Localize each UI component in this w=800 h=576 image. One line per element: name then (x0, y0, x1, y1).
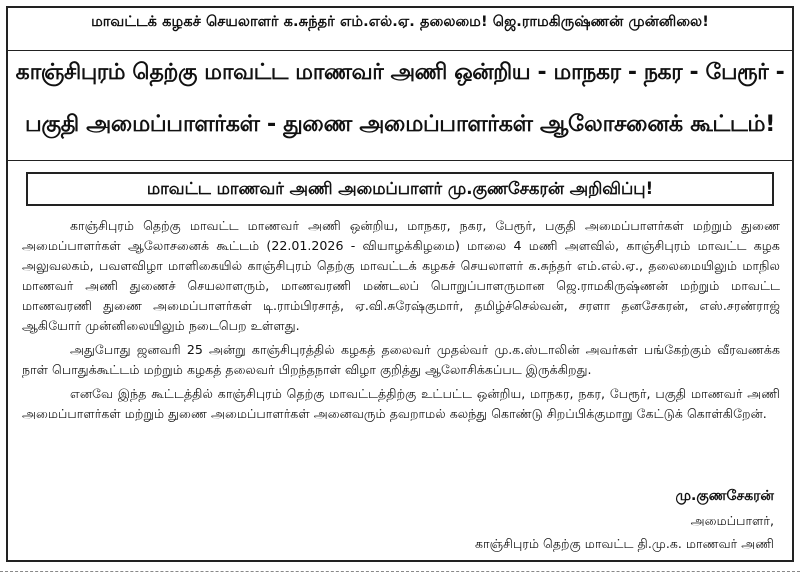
body-paragraph-1: காஞ்சிபுரம் தெற்கு மாவட்ட மாணவர் அணி ஒன்றிய, மாநகர, நகர, பேரூர், பகுதி அமைப்பாளர்கள் மற்றும் துணை அமைப்பாளர்கள் ஆலோசனைக் கூட்டம் (22.01.2026 - வியாழக்கிழமை) மாலை 4 மணி அளவில், காஞ்சிபுரம் மாவட்ட கழக அலுவலகம், பவளவிழா மாளிகையில் காஞ்சிபுரம் தெற்கு மாவட்டக் கழகச் செயலாளர் க.சுந்தர் எம்.எல்.ஏ., தலைமையிலும் மாநில மாணவர் அணி துணைச் செயலாளரும், மாணவரணி மண்டலப் பொறுப்பாளருமான ஜெ.ராமகிருஷ்ணன் மற்றும் மாவட்ட மாணவரணி துணை அமைப்பாளர்கள் டி.ராம்பிரசாத், ஏ.வி.சுரேஷ்குமார், தமிழ்ச்செல்வன், சரளா தனசேகரன், எஸ்.சரண்ராஜ் ஆகியோர் முன்னிலையிலும் நடைபெற உள்ளது. (22, 218, 780, 333)
notice-body (22, 216, 780, 428)
signature-organization: காஞ்சிபுரம் தெற்கு மாவட்ட தி.மு.க. மாணவர் அணி (474, 536, 774, 551)
signature-name: மு.குணசேகரன் (675, 488, 774, 504)
announcement-box (26, 172, 774, 206)
signature-role: அமைப்பாளர், (690, 513, 774, 528)
title-line-1: காஞ்சிபுரம் தெற்கு மாவட்ட மாணவர் அணி ஒன்றிய - மாநகர - நகர - பேரூர் - (15, 60, 785, 85)
body-paragraph-3: எனவே இந்த கூட்டத்தில் காஞ்சிபுரம் தெற்கு மாவட்டத்திற்கு உட்பட்ட ஒன்றிய, மாநகர, நகர, பேரூர், பகுதி மாணவர் அணி அமைப்பாளர்கள் மற்றும் துணை அமைப்பாளர்கள் அனைவரும் தவறாமல் கலந்து கொண்டு சிறப்பிக்குமாறு கேட்டுக் கொள்கிறேன். (22, 386, 780, 421)
header-line: மாவட்டக் கழகச் செயலாளர் க.சுந்தர் எம்.எல்.ஏ. தலைமை! ஜெ.ராமகிருஷ்ணன் முன்னிலை! (91, 14, 709, 30)
divider (6, 160, 794, 161)
body-paragraph-2: அதுபோது ஜனவரி 25 அன்று காஞ்சிபுரத்தில் கழகத் தலைவர் முதல்வர் மு.க.ஸ்டாலின் அவர்கள் பங்கேற்கும் வீரவணக்க நாள் பொதுக்கூட்டம் மற்றும் கழகத் தலைவர் பிறந்தநாள் விழா குறித்து ஆலோசிக்கப்பட இருக்கிறது. (22, 342, 780, 377)
announcement-text: மாவட்ட மாணவர் அணி அமைப்பாளர் மு.குணசேகரன் அறிவிப்பு! (146, 179, 654, 198)
title-line-2: பகுதி அமைப்பாளர்கள் - துணை அமைப்பாளர்கள் ஆலோசனைக் கூட்டம்! (25, 111, 775, 137)
divider (6, 50, 794, 51)
cut-line (0, 571, 800, 572)
